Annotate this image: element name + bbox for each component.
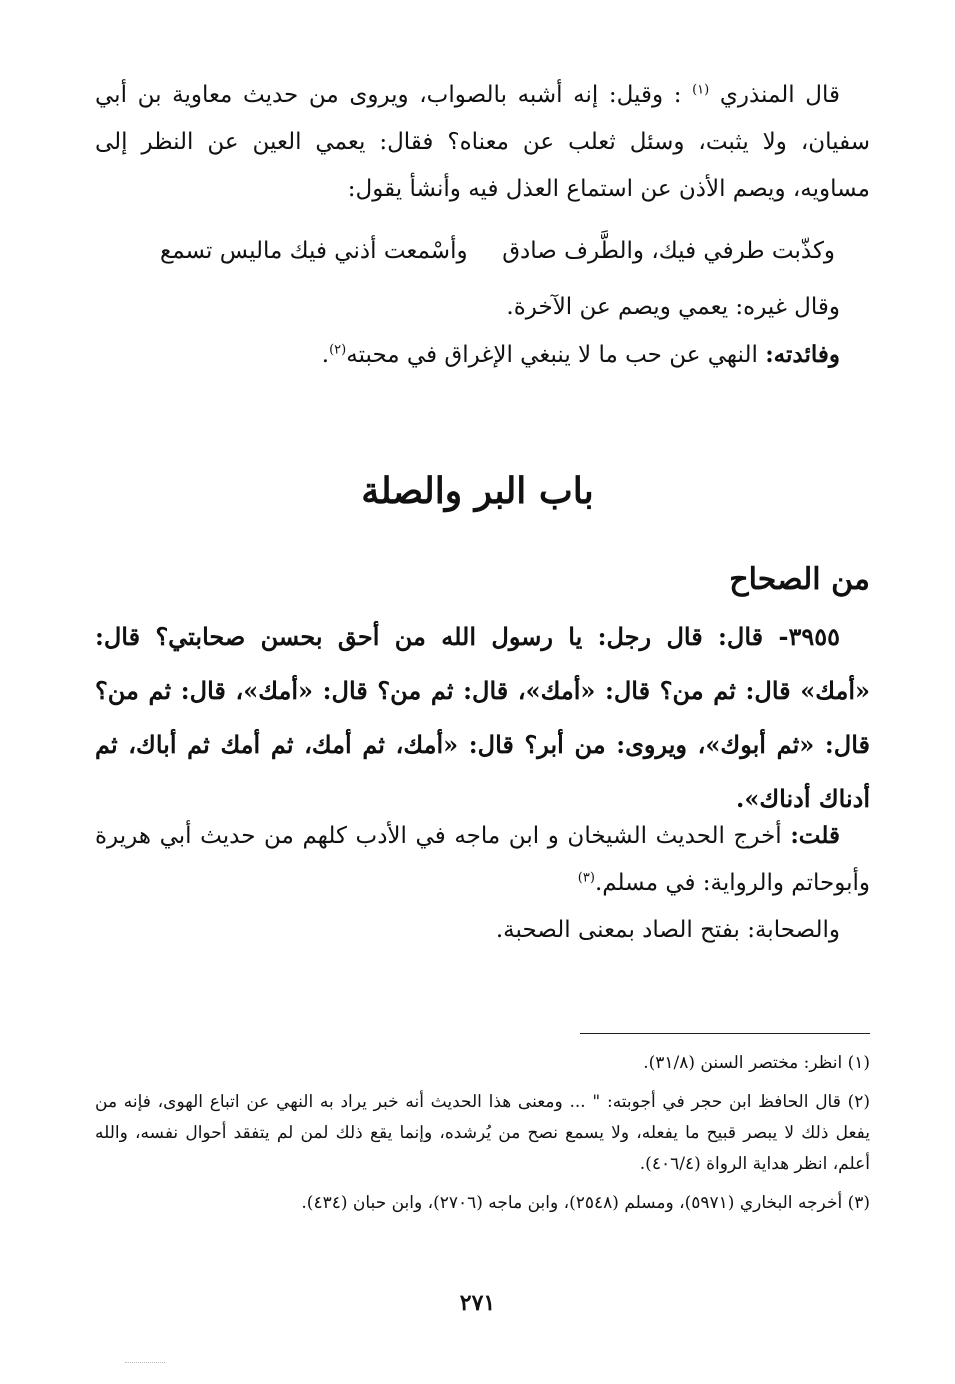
qult-text: أخرج الحديث الشيخان و ابن ماجه في الأدب كلهم من حديث أبي هريرة وأبوحاتم والرواية: في مسلم. — [95, 823, 870, 896]
footnote-3: (٣) أخرجه البخاري (٥٩٧١)، ومسلم (٢٥٤٨)، وابن ماجه (٢٧٠٦)، وابن حبان (٤٣٤). — [301, 1193, 870, 1213]
section-title: من الصحاح — [729, 562, 870, 597]
sahaba-line: والصحابة: بفتح الصاد بمعنى الصحبة. — [495, 917, 840, 943]
other-said-line: وقال غيره: يعمي ويصم عن الآخرة. — [506, 294, 840, 320]
footnotes — [95, 1048, 870, 1227]
scan-speck — [125, 1362, 165, 1365]
qult-block — [95, 812, 870, 954]
footnote-2: (٢) قال الحافظ ابن حجر في أجوبته: " ... ومعنى هذا الحديث أنه خبر يراد به النهي عن اتباع الهوى، فإنه من يفعل ذلك لا يبصر قبيح ما يفعله، ولا يسمع نصح من يُرشده، وإنما يقع ذلك لمن لم يتفقد أحوال نفسه، والله أعلم، انظر هداية الرواة (٤٠٦/٤). — [95, 1092, 870, 1174]
top-paragraph — [95, 72, 870, 213]
footnote-ref-1[interactable]: (١) — [692, 82, 710, 98]
benefit-end: . — [321, 342, 330, 368]
mundhiri-paragraph — [95, 72, 870, 213]
footnote-ref-3[interactable]: (٣) — [577, 870, 595, 886]
hadith-text: ٣٩٥٥- قال: قال رجل: يا رسول الله من أحق بحسن صحابتي؟ قال: «أمك» قال: ثم من؟ قال: «أمك»، قال: ثم من؟ قال: «أمك»، قال: ثم من؟ قال: «ثم أبوك»، ويروى: من أبر؟ قال: «أمك، ثم أمك، ثم أمك ثم أباك، ثم أدناك أدناك». — [95, 622, 870, 813]
page-number: ٢٧١ — [459, 1290, 496, 1316]
qult-paragraph — [95, 812, 870, 907]
benefit-label: وفائدته: — [765, 341, 840, 368]
verse-first-hemistich: وكذّبت طرفي فيك، والطَّرف صادق — [502, 238, 835, 264]
hadith-block — [95, 610, 870, 826]
chapter-title: باب البر والصلة — [361, 470, 594, 512]
benefit-line — [95, 331, 870, 379]
footnote-ref-2[interactable]: (٢) — [329, 342, 347, 358]
verse-second-hemistich: وأسْمعت أذني فيك ماليس تسمع — [160, 238, 468, 264]
top-paragraph-2 — [95, 284, 870, 379]
benefit-text: النهي عن حب ما لا ينبغي الإغراق في محبته — [346, 342, 758, 368]
poetry-verse — [160, 228, 835, 275]
footnote-separator — [580, 1033, 870, 1034]
mundhiri-text: قال المنذري — [719, 82, 841, 108]
footnote-1: (١) انظر: مختصر السنن (٣١/٨). — [643, 1053, 870, 1073]
mundhiri-rest: : وقيل: إنه أشبه بالصواب، ويروى من حديث معاوية بن أبي سفيان، ولا يثبت، وسئل ثعلب عن معناه؟ فقال: يعمي العين عن النظر إلى مساويه، ويصم الأذن عن استماع العذل فيه وأنشأ يقول: — [95, 82, 870, 202]
qult-label: قلت: — [790, 822, 840, 849]
